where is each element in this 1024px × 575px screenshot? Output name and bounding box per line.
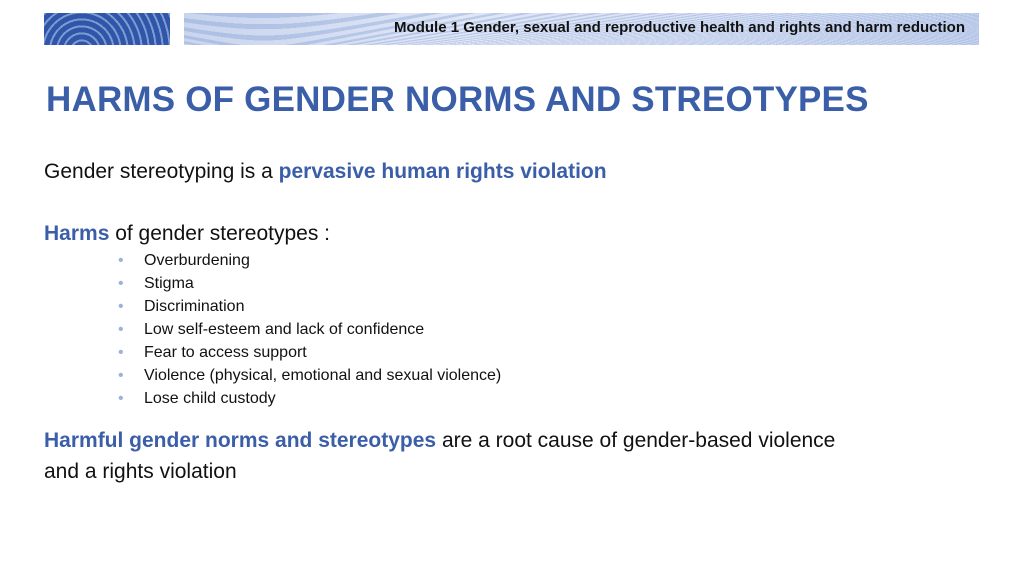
list-item [118, 319, 501, 342]
list-item [118, 388, 501, 411]
harms-heading [44, 222, 330, 246]
list-item-text: Discrimination [144, 298, 245, 315]
statement-prefix: Gender stereotyping is a [44, 160, 279, 183]
header-pattern-left [44, 13, 170, 45]
bullet-icon: • [118, 275, 124, 292]
statement [44, 160, 607, 184]
list-item [118, 296, 501, 319]
conclusion-highlight: Harmful gender norms and stereotypes [44, 429, 437, 452]
harms-rest: of gender stereotypes : [109, 222, 331, 245]
list-item-text: Fear to access support [144, 344, 307, 361]
header-banner [184, 13, 979, 45]
module-label: Module 1 Gender, sexual and reproductive health and rights and harm reduction [394, 19, 965, 36]
statement-highlight: pervasive human rights violation [278, 160, 607, 183]
list-item [118, 273, 501, 296]
list-item [118, 365, 501, 388]
conclusion-rest: are a root cause of gender-based violence and a rights violation [44, 429, 836, 483]
list-item-text: Violence (physical, emotional and sexual violence) [144, 367, 502, 384]
list-item-text: Lose child custody [144, 390, 276, 407]
bullet-icon: • [118, 252, 124, 269]
bullet-icon: • [118, 298, 124, 315]
bullet-icon: • [118, 321, 124, 338]
list-item-text: Stigma [144, 275, 194, 292]
list-item-text: Low self-esteem and lack of confidence [144, 321, 425, 338]
list-item-text: Overburdening [144, 252, 250, 269]
slide-title: HARMS OF GENDER NORMS AND STREOTYPES [46, 80, 869, 119]
harms-list [118, 250, 501, 411]
harms-highlight: Harms [44, 222, 110, 245]
bullet-icon: • [118, 344, 124, 361]
bullet-icon: • [118, 390, 124, 407]
list-item [118, 250, 501, 273]
conclusion [44, 425, 844, 487]
bullet-icon: • [118, 367, 124, 384]
list-item [118, 342, 501, 365]
